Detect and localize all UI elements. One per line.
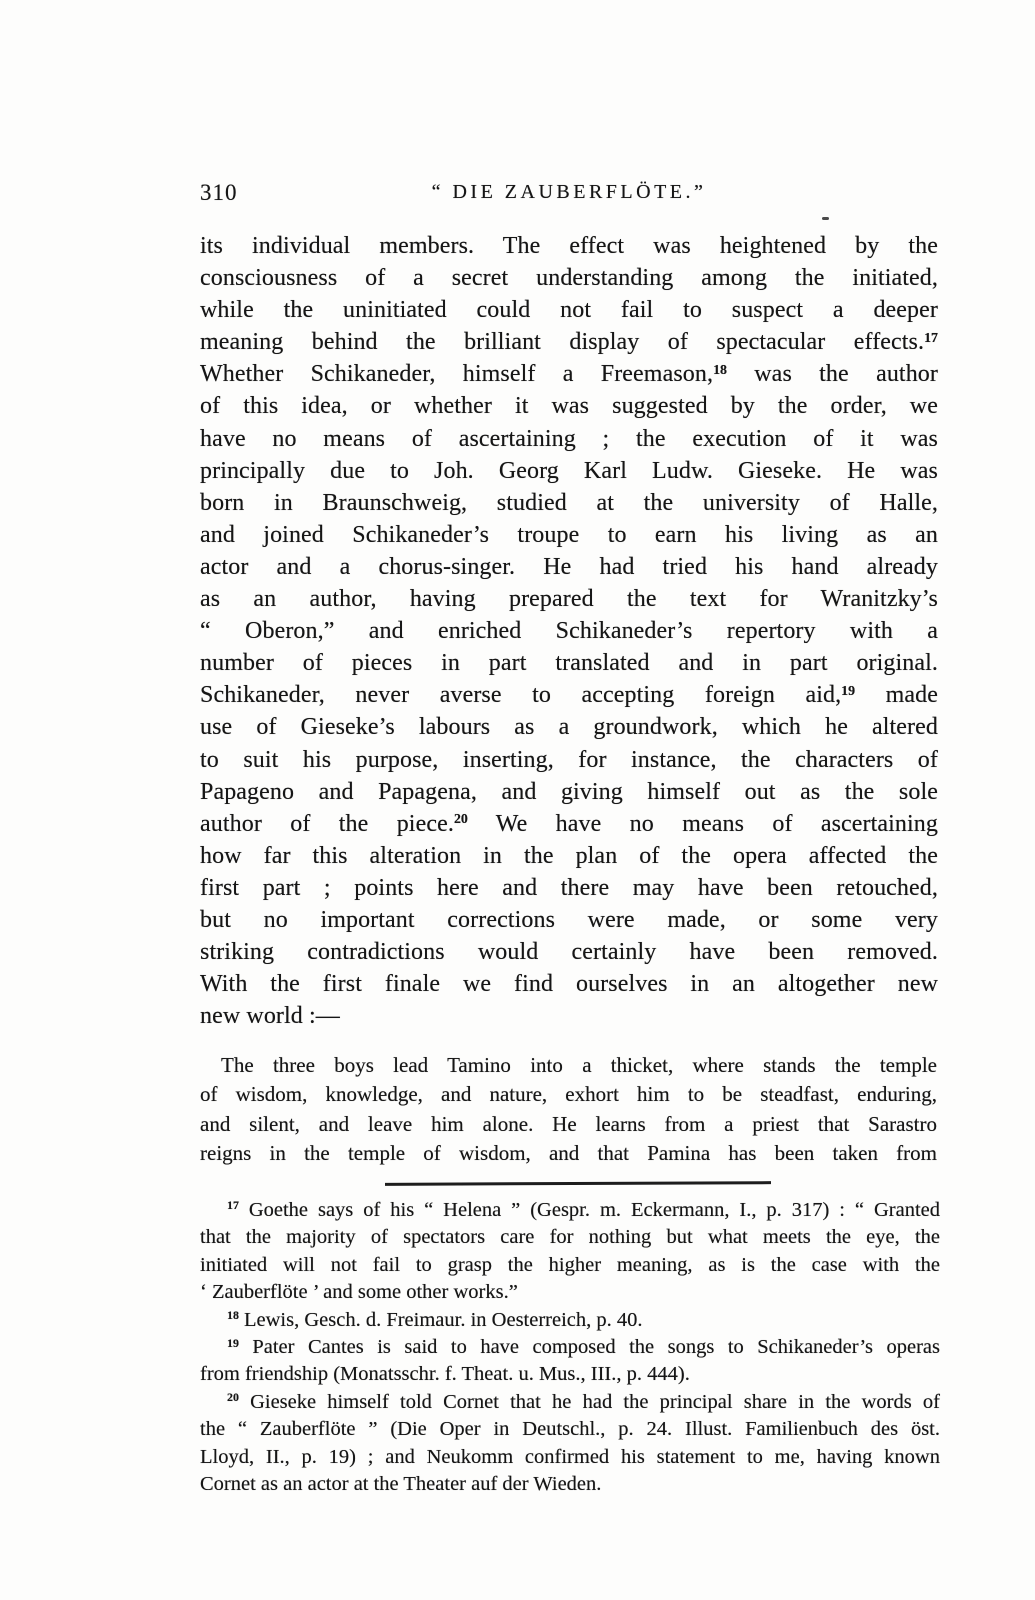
text-line: first part ; points here and there may have been retouched, — [200, 874, 938, 901]
footnote-19 — [200, 1334, 940, 1389]
text-line: that the majority of spectators care for nothing but what meets the eye, the — [200, 1226, 940, 1249]
text-line: the “ Zauberflöte ” (Die Oper in Deutschl., p. 24. Illust. Familienbuch des öst. — [200, 1418, 940, 1441]
footnote-20 — [200, 1389, 940, 1499]
text-line: Lloyd, II., p. 19) ; and Neukomm confirmed his statement to me, having known — [200, 1445, 940, 1468]
text-line: its individual members. The effect was heightened by the — [200, 233, 938, 259]
text-line: have no means of ascertaining ; the execution of it was — [200, 425, 938, 452]
text-line: initiated will not fail to grasp the higher meaning, as is the case with the — [200, 1253, 940, 1276]
text-line: consciousness of a secret understanding among the initiated, — [200, 265, 938, 292]
text-line: as an author, having prepared the text for Wranitzky’s — [200, 586, 938, 613]
footnotes-section — [200, 1197, 940, 1498]
main-text-paragraph — [200, 230, 938, 1032]
footnote-marker: 17 — [924, 330, 938, 346]
text-line: while the uninitiated could not fail to suspect a deeper — [200, 297, 938, 324]
text-line: how far this alteration in the plan of the opera affected the — [200, 842, 938, 869]
text-line: born in Braunschweig, studied at the university of Halle, — [200, 489, 938, 516]
page-number: 310 — [200, 180, 238, 205]
running-header: “ DIE ZAUBERFLÖTE.” — [431, 181, 707, 203]
text-line: actor and a chorus-singer. He had tried his hand already — [200, 553, 938, 580]
text-line: but no important corrections were made, or some very — [200, 906, 938, 933]
text-line: striking contradictions would certainly have been removed. — [200, 939, 938, 966]
text-line: and joined Schikaneder’s troupe to earn his living as an — [200, 521, 938, 548]
text-line: new world :— — [200, 1003, 340, 1030]
text-line: $^{17}$ Goethe says of his “ Helena ” (Gespr. m. Eckermann, I., p. 317) : “ Granted — [227, 1198, 940, 1221]
text-line: With the first finale we find ourselves in an altogether new — [200, 971, 938, 998]
text-line: Cornet as an actor at the Theater auf der Wieden. — [200, 1473, 602, 1496]
text-line: Papageno and Papagena, and giving himself out as the sole — [200, 778, 938, 805]
text-line: to suit his purpose, inserting, for instance, the characters of — [200, 746, 938, 773]
text-line: meaning behind the brilliant display of spectacular effects.$^{17}$ — [200, 329, 938, 356]
footnote-marker: 20 — [227, 1390, 239, 1405]
footnote-marker: 19 — [227, 1335, 239, 1350]
text-line: $^{20}$ Gieseke himself told Cornet that he had the principal share in the words of — [227, 1390, 940, 1413]
text-line: from friendship (Monatsschr. f. Theat. u. Mus., III., p. 444). — [200, 1363, 690, 1386]
text-line: $^{19}$ Pater Cantes is said to have composed the songs to Schikaneder’s operas — [227, 1335, 940, 1359]
text-line: number of pieces in part translated and in part original. — [200, 650, 938, 677]
text-line: reigns in the temple of wisdom, and that Pamina has been taken from — [200, 1140, 937, 1165]
footnote-divider-rule — [385, 1181, 771, 1186]
text-line: of this idea, or whether it was suggested by the order, we — [200, 393, 938, 420]
footnote-marker: 19 — [841, 683, 856, 699]
text-line: and silent, and leave him alone. He learns from a priest that Sarastro — [200, 1111, 937, 1136]
footnote-17 — [200, 1197, 940, 1307]
text-line: Schikaneder, never averse to accepting foreign aid,$^{19}$ made — [200, 682, 938, 709]
text-line: The three boys lead Tamino into a thicket, where stands the temple — [221, 1053, 937, 1077]
text-line: “ Oberon,” and enriched Schikaneder’s repertory with a — [200, 618, 938, 645]
footnote-marker: 18 — [713, 362, 727, 378]
text-line: use of Gieseke’s labours as a groundwork, which he altered — [200, 714, 938, 741]
footnote-marker: 17 — [227, 1198, 239, 1213]
footnote-marker: 18 — [227, 1308, 239, 1323]
text-line: $^{18}$ Lewis, Gesch. d. Freimaur. in Oesterreich, p. 40. — [227, 1308, 643, 1331]
text-line: of wisdom, knowledge, and nature, exhort him to be steadfast, enduring, — [200, 1082, 937, 1107]
footnote-marker: 20 — [453, 812, 468, 828]
footnote-18 — [200, 1307, 940, 1334]
scan-artifact-speck — [822, 217, 829, 220]
synopsis-block-quote — [200, 1051, 937, 1168]
text-line: ‘ Zauberflöte ’ and some other works.” — [200, 1281, 518, 1304]
text-line: principally due to Joh. Georg Karl Ludw. Gieseke. He was — [200, 457, 938, 484]
text-line: author of the piece.$^{20}$ We have no means of ascertaining — [200, 810, 939, 837]
text-line: Whether Schikaneder, himself a Freemason,$^{18}$ was the author — [200, 361, 938, 388]
